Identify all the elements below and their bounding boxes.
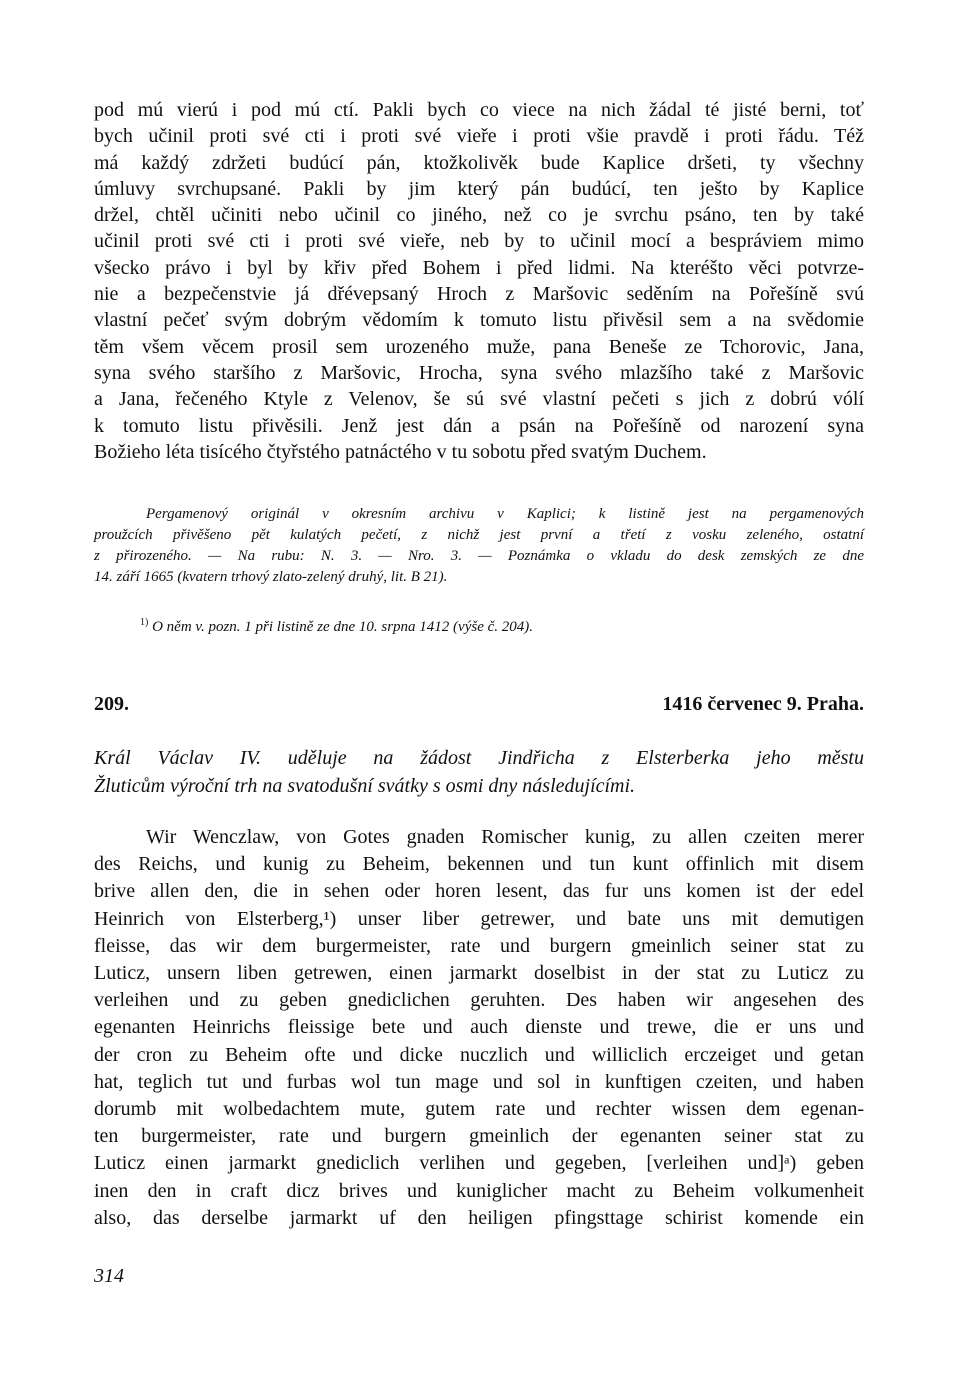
document-date: 1416 červenec 9. Praha. xyxy=(662,693,864,715)
text-line: těm všem věcem prosil sem urozeného muže, pana Beneše ze Tchorovic, Jana, xyxy=(94,335,864,358)
text-line: dorumb mit wolbedachtem mute, gutem rate und rechter wissen dem egenan- xyxy=(94,1098,864,1121)
text-line: Božieho léta tisícého čtyřstého patnáctého v tu sobotu před svatým Duchem. xyxy=(94,440,707,463)
text-line: všecko právo i byl by křiv před Bohem i před lidmi. Na kteréšto věci potvrze- xyxy=(94,256,864,279)
source-line: 14. září 1665 (kvatern trhový zlato-zelený druhý, lit. B 21). xyxy=(94,569,448,585)
text-line: syna svého staršího z Maršovic, Hrocha, syna svého mlazšího také z Maršovic xyxy=(94,361,864,384)
footnote xyxy=(140,619,533,636)
text-line: učinil proti své cti i proti své vieře, neb by to učinil mocí a bespráviem mimo xyxy=(94,230,864,253)
text-line: Heinrich von Elsterberg,¹) unser liber getrewer, und bate uns mit demutigen xyxy=(94,907,864,930)
text-line: fleisse, das wir dem burgermeister, rate und burgern gmeinlich seiner stat zu xyxy=(94,934,864,957)
text-line: inen den in craft dicz brives und kuniglicher macht zu Beheim volkumenheit xyxy=(94,1179,864,1202)
text-line: úmluvy svrchupsané. Pakli by jim který pán budúcí, ten ješto by Kaplice xyxy=(94,177,864,200)
regest-line: Král Václav IV. uděluje na žádost Jindřicha z Elsterberka jeho městu xyxy=(94,747,864,769)
text-line: a Jana, řečeného Ktyle z Velenov, še sú své vlastní pečeti s jich z dobrú vólí xyxy=(94,388,864,411)
regest xyxy=(94,744,864,800)
text-line: verleihen und zu geben gnediclichen geruhten. Des haben wir angesehen des xyxy=(94,989,864,1012)
source-line: Pergamenový originál v okresním archivu v Kaplici; k listině jest na pergamenových xyxy=(146,506,864,522)
source-note xyxy=(94,504,864,588)
text-line: brive allen den, die in sehen oder horen lesent, das fur uns komen ist der edel xyxy=(94,880,864,903)
text-line: der cron zu Beheim ofte und dicke nuczlich und williclich erczeiget und getan xyxy=(94,1043,864,1066)
page-number: 314 xyxy=(94,1265,124,1287)
regest-line: Žluticům výroční trh na svatodušní svátky s osmi dny následujícími. xyxy=(94,775,636,797)
text-line: des Reichs, und kunig zu Beheim, bekennen und tun kunt offinlich mit disem xyxy=(94,853,864,876)
text-line: držel, chtěl učiniti nebo učinil co jiného, než co je svrchu psáno, ten by také xyxy=(94,204,864,227)
text-line: Luticz, unsern liben getrewen, einen jarmarkt doselbist in der stat zu Luticz zu xyxy=(94,962,864,985)
footnote-marker: 1) xyxy=(140,617,149,628)
source-line: proužcích přivěšeno pět kulatých pečetí, z nichž jest první a třetí z vosku zeleného, ostatní xyxy=(94,527,864,543)
text-line: egenanten Heinrichs fleissige bete und auch dienste und trewe, die er uns und xyxy=(94,1016,864,1039)
text-line: pod mú vierú i pod mú ctí. Pakli bych co viece na nich žádal té jisté berni, toť xyxy=(94,99,864,121)
text-line: nie a bezpečenstvie já dřévepsaný Hroch z Maršovic seděním na Pořešíně svú xyxy=(94,283,864,306)
text-line: hat, teglich tut und furbas wol tun mage und sol in kunftigen czeiten, und haben xyxy=(94,1070,864,1093)
document-number: 209. xyxy=(94,693,129,715)
text-paragraph-2 xyxy=(94,824,864,1232)
text-line: má každý zdržeti budúcí pán, ktožkolivěk bude Kaplice dršeti, ty všechny xyxy=(94,151,864,174)
text-paragraph-1 xyxy=(94,97,864,465)
text-line: Luticz einen jarmarkt gnediclich verlihen und gegeben, [verleihen und]ᵃ) geben xyxy=(94,1152,864,1175)
text-line: Wir Wenczlaw, von Gotes gnaden Romischer kunig, zu allen czeiten merer xyxy=(146,826,864,848)
text-line: k tomuto listu přivěsili. Jenž jest dán a psán na Pořešíně od narození syna xyxy=(94,414,864,437)
source-line: z přirozeného. — Na rubu: N. 3. — Nro. 3. — Poznámka o vkladu do desk zemských ze dne xyxy=(94,548,864,564)
text-line: bych učinil proti své cti i proti své vieře i proti všie pravdě i proti řádu. Též xyxy=(94,125,864,148)
text-line: vlastní pečeť svým dobrým vědomím k tomuto listu přivěsil sem a na svědomie xyxy=(94,309,864,332)
footnote-text: O něm v. pozn. 1 při listině ze dne 10. srpna 1412 (výše č. 204). xyxy=(148,619,534,635)
text-line: ten burgermeister, rate und burgern gmeinlich der egenanten seiner stat zu xyxy=(94,1125,864,1148)
text-line: also, das derselbe jarmarkt uf den heiligen pfingsttage schirist komende ein xyxy=(94,1206,864,1229)
